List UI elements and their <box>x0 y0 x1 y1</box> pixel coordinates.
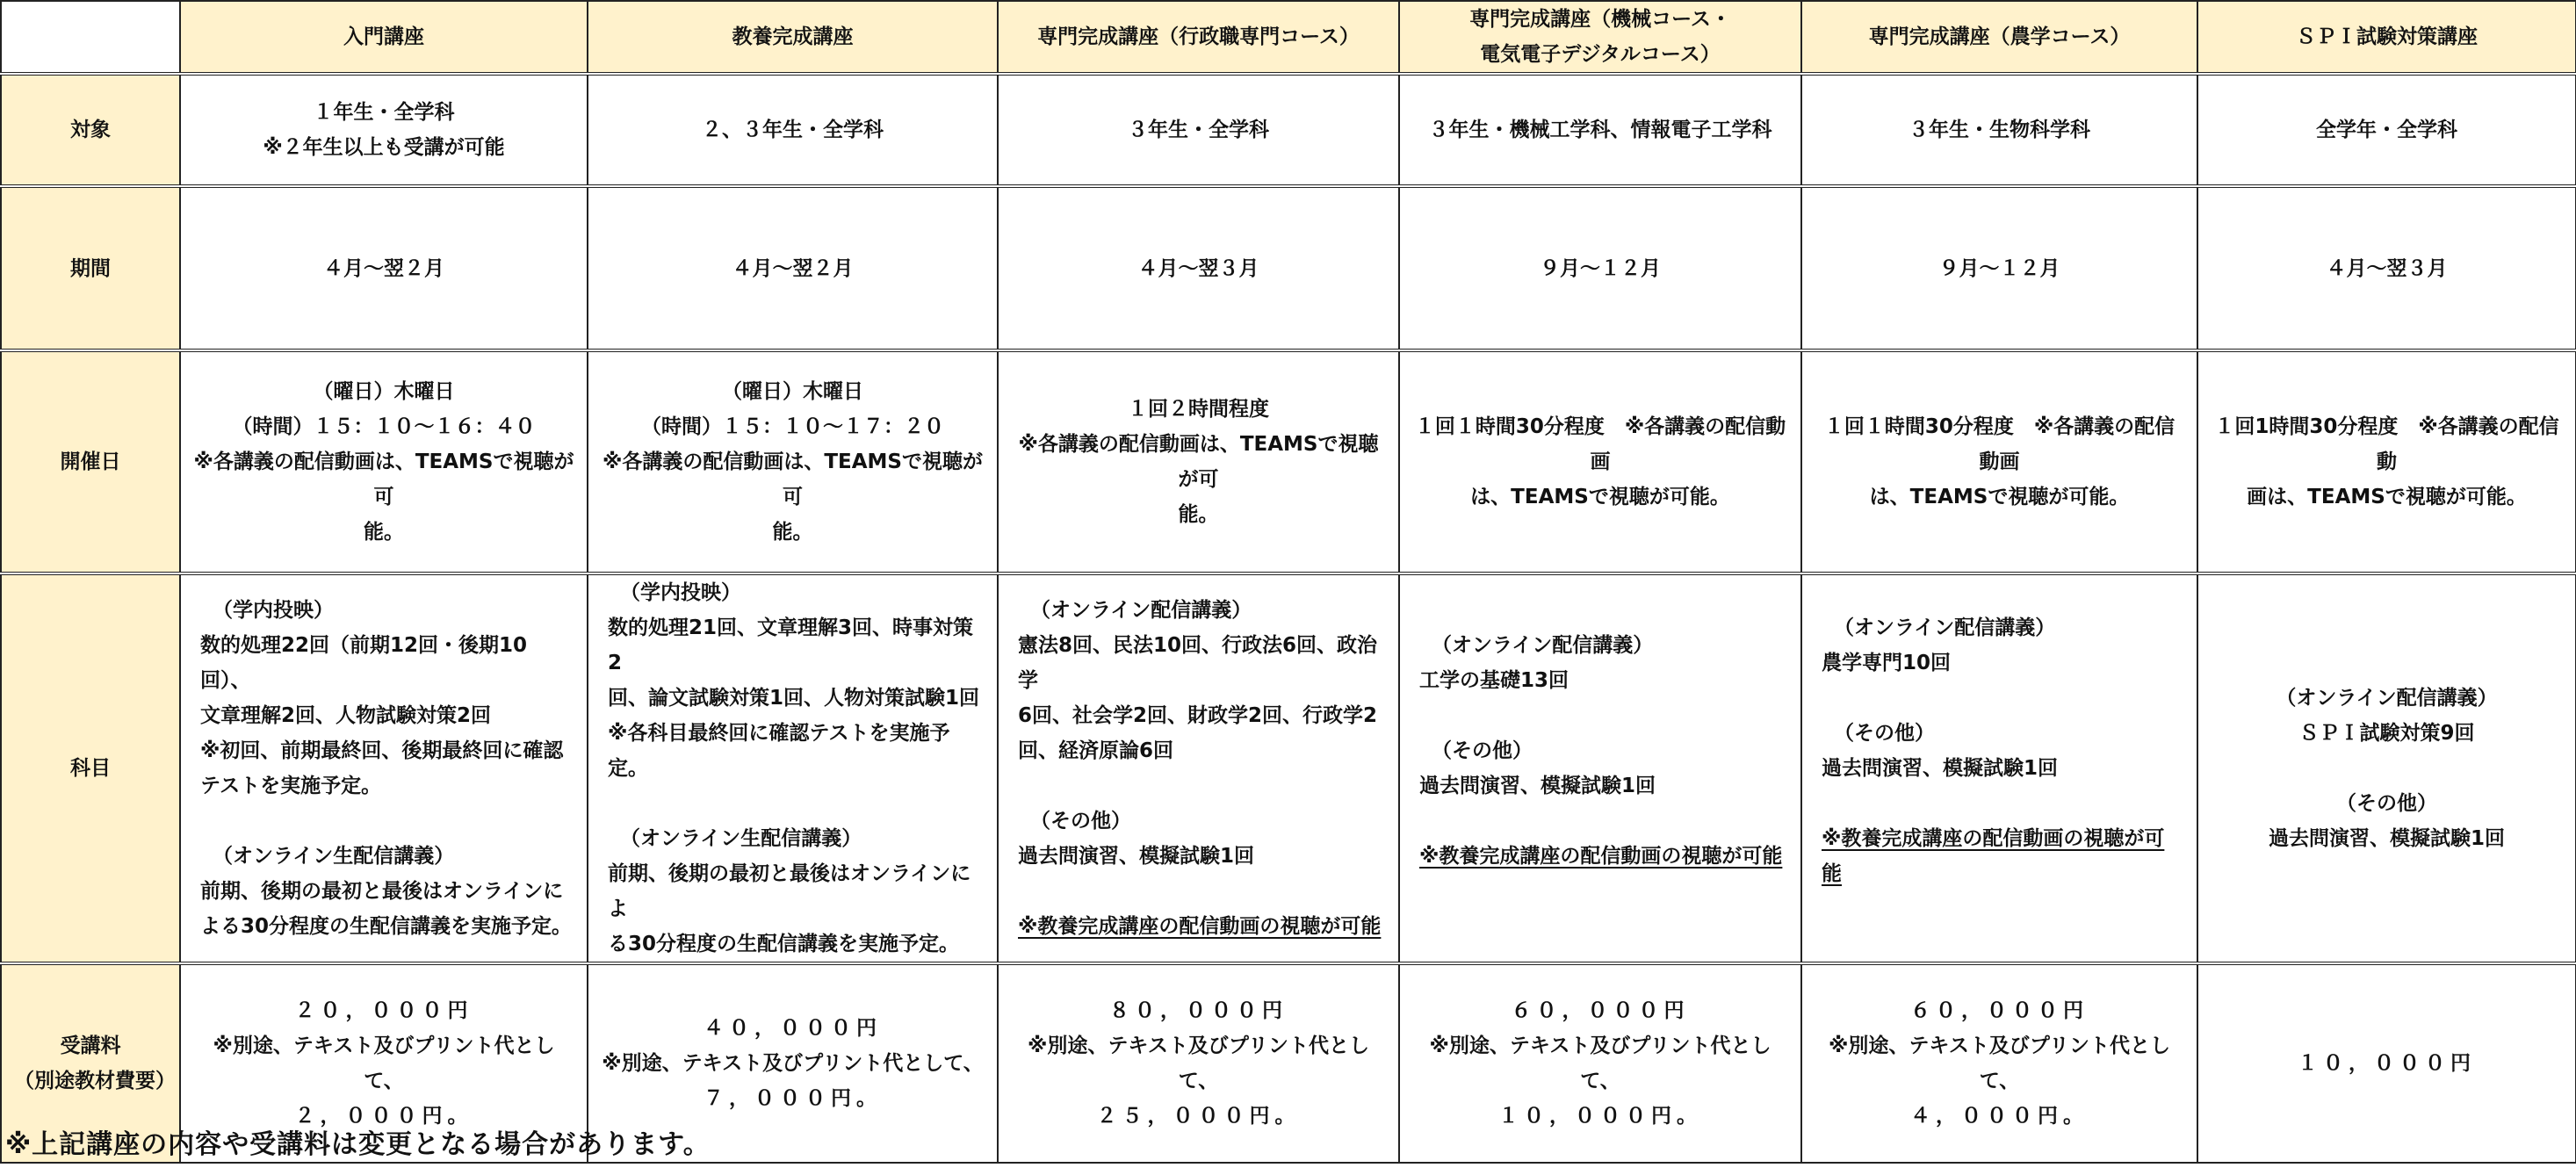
cell-line: （曜日）木曜日 <box>313 380 455 403</box>
cell-line: １回１時間30分程度 ※各講義の配信動画 <box>1414 415 1786 473</box>
section-heading: （学内投映） <box>620 581 741 604</box>
cell-line: １回２時間程度 <box>1128 398 1269 421</box>
cell-line: ３年生・全学科 <box>1128 119 1269 141</box>
cell-line: １回１時間30分程度 ※各講義の配信動画 <box>1823 415 2176 473</box>
cell-line: ９月～１２月 <box>1540 256 1661 280</box>
cell-line: る30分程度の生配信講義を実施予定。 <box>608 933 960 955</box>
cell-line: 農学専門10回 <box>1822 652 1952 674</box>
cell-period <box>998 186 1399 350</box>
cell-line: 憲法8回、民法10回、行政法6回、政治学 <box>1018 634 1378 692</box>
cell-line: 全学年・全学科 <box>2316 119 2457 141</box>
cell-line: ※各講義の配信動画は、TEAMSで視聴が可 <box>602 451 983 508</box>
underlined-note: ※教養完成講座の配信動画の視聴が可能 <box>1018 915 1382 938</box>
cell-line: 数的処理21回、文章理解3回、時事対策2 <box>608 616 974 674</box>
cell-line: 画は、TEAMSで視聴が可能。 <box>2247 486 2527 508</box>
cell-line: （曜日）木曜日 <box>722 380 863 403</box>
cell-line: ※初回、前期最終回、後期最終回に確認 <box>200 739 564 762</box>
cell-line: 過去問演習、模擬試験1回 <box>1419 775 1656 797</box>
section-heading: （オンライン生配信講義） <box>213 845 455 868</box>
cell-line: テストを実施予定。 <box>200 775 382 797</box>
section-heading: （オンライン配信講義） <box>2276 687 2498 710</box>
cell-line: ※２年生以上も受講が可能 <box>263 136 505 159</box>
cell-target <box>2197 74 2576 186</box>
fee-amount: ６０，０００円 <box>1910 999 2089 1022</box>
row-subjects <box>1 573 2576 963</box>
underlined-note: ※教養完成講座の配信動画の視聴が可能 <box>1822 827 2165 885</box>
cell-fee <box>998 963 1399 1163</box>
header-row <box>1 1 2576 74</box>
section-heading: （オンライン配信講義） <box>1834 616 2056 639</box>
row-schedule <box>1 350 2576 573</box>
blank-line <box>2211 751 2563 786</box>
corner-cell <box>1 1 180 74</box>
cell-period <box>1399 186 1801 350</box>
cell-target <box>1399 74 1801 186</box>
row-label-line: （別途教材費要） <box>14 1070 176 1092</box>
section-heading: （その他） <box>1030 810 1131 833</box>
column-header-line: 専門完成講座（機械コース・ <box>1469 8 1731 31</box>
cell-line: ※別途、テキスト及びプリント代として、 <box>213 1034 555 1092</box>
fee-amount: ８０，０００円 <box>1109 999 1288 1022</box>
cell-line: （時間）１５：１０～１６：４０ <box>232 415 536 438</box>
cell-line: １年生・全学科 <box>313 101 455 124</box>
cell-line: は、TEAMSで視聴が可能。 <box>1470 486 1730 508</box>
cell-period <box>2197 186 2576 350</box>
fee-amount: ２０，０００円 <box>294 999 473 1022</box>
cell-line: 能。 <box>772 521 813 544</box>
section-heading: （その他） <box>1834 722 1935 745</box>
cell-line: 能。 <box>364 521 404 544</box>
row-label-period: 期間 <box>1 186 180 350</box>
blank-line <box>1419 804 1788 839</box>
cell-fee <box>1399 963 1801 1163</box>
cell-line: （時間）１５：１０～１７：２０ <box>641 415 944 438</box>
cell-target <box>180 74 588 186</box>
cell-line: は、TEAMSで視聴が可能。 <box>1869 486 2130 508</box>
row-label-target: 対象 <box>1 74 180 186</box>
cell-line: ２、３年生・全学科 <box>702 119 884 141</box>
cell-line: ※別途、テキスト及びプリント代として、 <box>602 1052 984 1075</box>
cell-line: 過去問演習、模擬試験1回 <box>1822 757 2059 780</box>
column-header-spi-course: ＳＰＩ試験対策講座 <box>2197 1 2576 74</box>
blank-line <box>200 804 574 839</box>
underlined-note: ※教養完成講座の配信動画の視聴が可能 <box>1419 845 1783 868</box>
cell-subjects <box>1801 573 2197 963</box>
cell-subjects <box>180 573 588 963</box>
cell-line: ※別途、テキスト及びプリント代として、 <box>1028 1034 1369 1092</box>
section-heading: （オンライン配信講義） <box>1030 599 1252 622</box>
material-fee: １０，０００円。 <box>1498 1105 1702 1128</box>
fee-amount: １０，０００円 <box>2298 1052 2476 1075</box>
section-heading: （オンライン生配信講義） <box>620 827 862 850</box>
cell-schedule <box>1399 350 1801 573</box>
row-label-subjects: 科目 <box>1 573 180 963</box>
cell-line: ３年生・機械工学科、情報電子工学科 <box>1428 119 1772 141</box>
cell-line: 数的処理22回（前期12回・後期10回）、 <box>200 634 528 692</box>
fee-amount: ４０，０００円 <box>704 1017 882 1040</box>
cell-line: 工学の基礎13回 <box>1419 669 1569 692</box>
cell-schedule <box>180 350 588 573</box>
cell-line: ４月～翌３月 <box>2326 256 2448 280</box>
material-fee: ２，０００円。 <box>294 1105 473 1128</box>
blank-line <box>1419 698 1788 733</box>
cell-schedule <box>588 350 998 573</box>
fee-amount: ６０，０００円 <box>1511 999 1690 1022</box>
row-period <box>1 186 2576 350</box>
cell-line: ＳＰＩ試験対策9回 <box>2298 722 2475 745</box>
blank-line <box>1822 891 2184 926</box>
material-fee: ７，０００円。 <box>704 1087 882 1110</box>
row-label-schedule: 開催日 <box>1 350 180 573</box>
cell-line: ※各講義の配信動画は、TEAMSで視聴が可 <box>193 451 574 508</box>
section-heading: （学内投映） <box>213 599 334 622</box>
cell-line: 回、論文試験対策1回、人物対策試験1回 <box>608 687 980 710</box>
cell-line: ４月～翌２月 <box>732 256 854 280</box>
row-target <box>1 74 2576 186</box>
cell-period <box>1801 186 2197 350</box>
cell-target <box>998 74 1399 186</box>
blank-line <box>1419 874 1788 909</box>
row-label-line: 受講料 <box>60 1034 121 1057</box>
cell-fee <box>2197 963 2576 1163</box>
column-header-general-completion-course: 教養完成講座 <box>588 1 998 74</box>
cell-period <box>588 186 998 350</box>
blank-line <box>608 786 985 821</box>
cell-line: ９月～１２月 <box>1938 256 2060 280</box>
cell-line: 前期、後期の最初と最後はオンラインに <box>200 880 564 903</box>
column-header-agriculture-course: 専門完成講座（農学コース） <box>1801 1 2197 74</box>
cell-line: ４月～翌２月 <box>323 256 444 280</box>
cell-line: ※別途、テキスト及びプリント代として、 <box>1829 1034 2170 1092</box>
blank-line <box>1822 681 2184 716</box>
cell-target <box>1801 74 2197 186</box>
section-heading: （オンライン配信講義） <box>1432 634 1654 657</box>
cell-schedule <box>1801 350 2197 573</box>
cell-line: ※各講義の配信動画は、TEAMSで視聴が可 <box>1018 433 1379 491</box>
cell-subjects <box>2197 573 2576 963</box>
column-header-admin-specialty-course: 専門完成講座（行政職専門コース） <box>998 1 1399 74</box>
cell-subjects <box>998 573 1399 963</box>
cell-line: ３年生・生物科学科 <box>1909 119 2090 141</box>
cell-fee <box>1801 963 2197 1163</box>
cell-line: ※各科目最終回に確認テストを実施予定。 <box>608 722 950 780</box>
cell-line: よる30分程度の生配信講義を実施予定。 <box>200 915 573 938</box>
material-fee: ４，０００円。 <box>1910 1105 2089 1128</box>
column-header-intro-course: 入門講座 <box>180 1 588 74</box>
cell-line: 回、経済原論6回 <box>1018 739 1174 762</box>
cell-line: １回1時間30分程度 ※各講義の配信動 <box>2214 415 2559 473</box>
section-heading: （その他） <box>2336 792 2437 815</box>
blank-line <box>1018 874 1386 909</box>
cell-line: 6回、社会学2回、財政学2回、行政学2 <box>1018 704 1378 727</box>
blank-line <box>1018 768 1386 804</box>
cell-line: 過去問演習、模擬試験1回 <box>1018 845 1255 868</box>
cell-line: ４月～翌３月 <box>1137 256 1259 280</box>
cell-line: ※別途、テキスト及びプリント代として、 <box>1429 1034 1771 1092</box>
cell-target <box>588 74 998 186</box>
material-fee: ２５，０００円。 <box>1096 1105 1301 1128</box>
cell-line: 過去問演習、模擬試験1回 <box>2268 827 2505 850</box>
cell-period <box>180 186 588 350</box>
cell-subjects <box>588 573 998 963</box>
footer-disclaimer: ※上記講座の内容や受講料は変更となる場合があります。 <box>5 1129 711 1160</box>
cell-line: 文章理解2回、人物試験対策2回 <box>200 704 492 727</box>
cell-line: 前期、後期の最初と最後はオンラインによ <box>608 862 971 920</box>
column-header-mechanical-electrical-course <box>1399 1 1801 74</box>
cell-line: 能。 <box>1178 503 1219 526</box>
section-heading: （その他） <box>1432 739 1533 762</box>
cell-schedule <box>2197 350 2576 573</box>
column-header-line: 電気電子デジタルコース） <box>1480 43 1721 66</box>
cell-subjects <box>1399 573 1801 963</box>
cell-schedule <box>998 350 1399 573</box>
blank-line <box>1822 786 2184 821</box>
